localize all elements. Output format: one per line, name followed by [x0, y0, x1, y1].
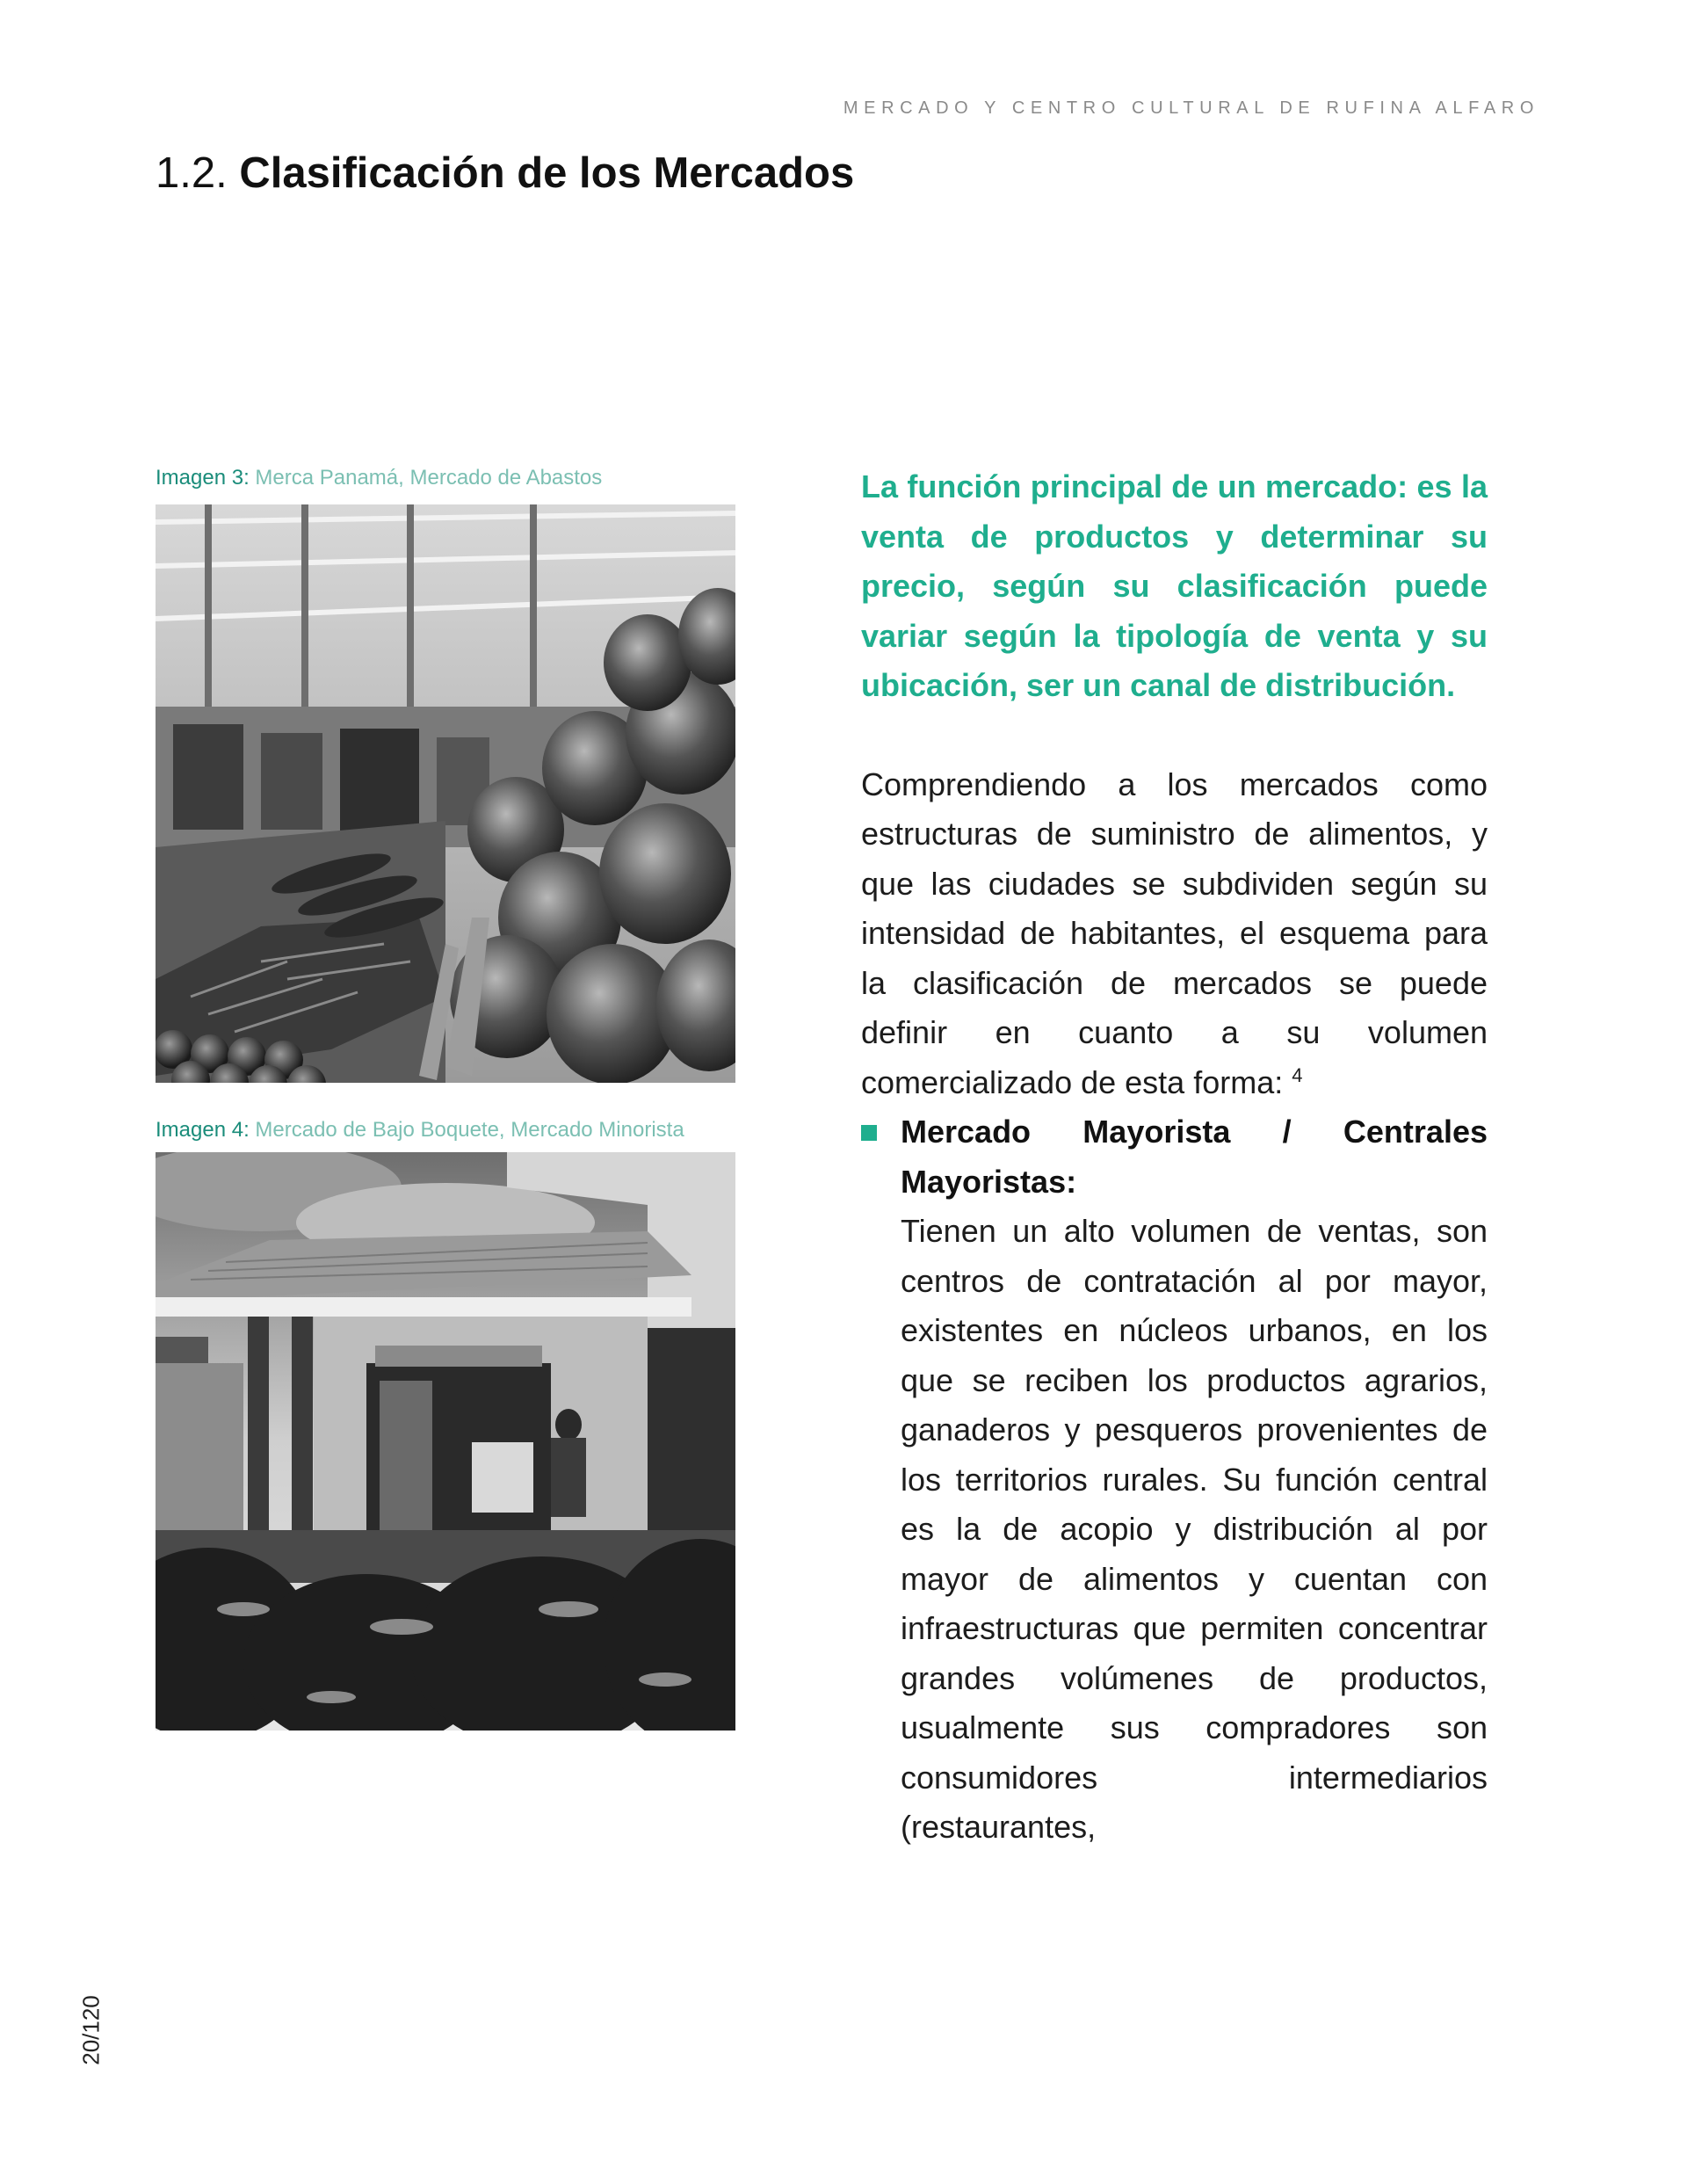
- section-title: [156, 148, 854, 200]
- bullet-mercado-mayorista: [861, 1107, 1488, 1853]
- section-number: 1.2.: [156, 149, 228, 197]
- bullet-body: Tienen un alto volumen de ventas, son centros de contratación al por mayor, existentes en núcleos urbanos, en los que se reciben los productos agrarios, ganaderos y pesqueros provenientes de los territorios rurales. Su función central es la de acopio y distribución al por mayor de alimentos y cuentan con infraestructuras que permiten concentrar grandes volúmenes de productos, usualmente sus compradores son consumidores intermediarios (restaurantes,: [901, 1213, 1488, 1845]
- intro-text: Comprendiendo a los mercados como estructuras de suministro de alimentos, y que las ciudades se subdividen según su intensidad de habitantes, el esquema para la clasificación de mercados se puede definir en cuanto a su volumen comercializado de esta forma:: [861, 765, 1488, 1100]
- figure-4-caption-text: Mercado de Bajo Boquete, Mercado Minorista: [255, 1118, 684, 1142]
- figure-4-photo-market-building: [156, 1152, 735, 1731]
- bullet-square-icon: [861, 1125, 877, 1141]
- figure-3-caption: [156, 466, 602, 490]
- main-text-column: [861, 462, 1488, 1853]
- section-title-text: Clasificación de los Mercados: [239, 149, 855, 197]
- figure-3-photo-market-produce: [156, 504, 735, 1083]
- intro-paragraph: [861, 760, 1488, 1108]
- page-number: 20/120: [77, 1995, 105, 2065]
- figure-4-label: Imagen 4:: [156, 1118, 250, 1142]
- running-header: MERCADO Y CENTRO CULTURAL DE RUFINA ALFARO: [843, 98, 1539, 118]
- figure-3-label: Imagen 3:: [156, 466, 250, 490]
- lead-paragraph: La función principal de un mercado: es la venta de productos y determinar su precio, según su clasificación puede variar según la tipología de venta y su ubicación, ser un canal de distribución.: [861, 468, 1488, 703]
- figure-4-caption: [156, 1118, 684, 1143]
- bullet-title: Mercado Mayorista / Centrales Mayoristas:: [901, 1114, 1488, 1200]
- figure-3-caption-text: Merca Panamá, Mercado de Abastos: [255, 466, 603, 490]
- footnote-reference: 4: [1292, 1063, 1303, 1086]
